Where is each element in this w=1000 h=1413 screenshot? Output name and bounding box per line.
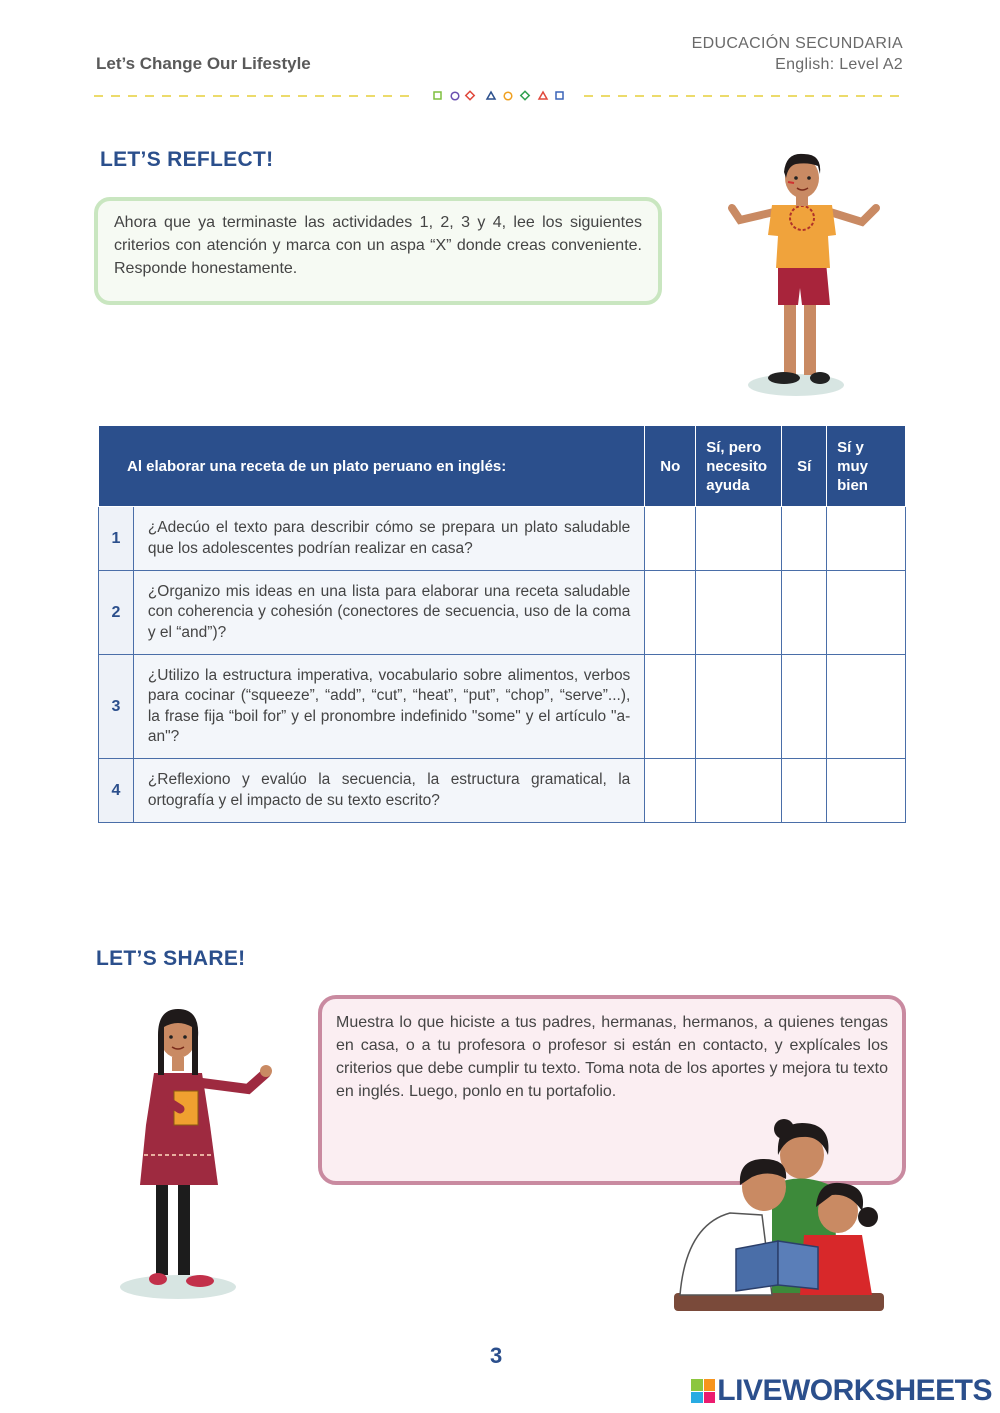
table-header-row bbox=[99, 426, 906, 507]
no-header: No bbox=[645, 426, 696, 507]
page-number: 3 bbox=[490, 1343, 503, 1368]
course-level bbox=[692, 33, 903, 75]
yes-need-help-header: Sí, pero necesito ayuda bbox=[696, 426, 782, 507]
yes-header: Sí bbox=[782, 426, 827, 507]
family-reading-illustration bbox=[672, 1115, 887, 1315]
answer-cell-no[interactable] bbox=[645, 507, 696, 571]
row-number: 4 bbox=[99, 759, 134, 823]
row-number: 3 bbox=[99, 655, 134, 759]
criteria-header: Al elaborar una receta de un plato peruano en inglés: bbox=[99, 426, 645, 507]
girl-illustration bbox=[118, 1005, 283, 1305]
worksheet-title: Let’s Change Our Lifestyle bbox=[96, 54, 311, 73]
header-divider bbox=[94, 88, 906, 104]
answer-cell-yes[interactable] bbox=[782, 571, 827, 655]
reflect-instructions: Ahora que ya terminaste las actividades 1, 2, 3 y 4, lee los siguientes criterios con atención y marca con un aspa “X” donde creas conveniente. Responde honestamente. bbox=[94, 197, 662, 305]
brand-name: LIVEWORKSHEETS bbox=[717, 1374, 992, 1407]
answer-cell-yes[interactable] bbox=[782, 507, 827, 571]
liveworksheets-logo-icon bbox=[691, 1379, 715, 1403]
answer-cell-yes-need-help[interactable] bbox=[696, 655, 782, 759]
table-row bbox=[99, 507, 906, 571]
criterion-text: ¿Organizo mis ideas en una lista para elaborar una receta saludable con coherencia y cohesión (conectores de secuencia, uso de la coma y el “and”)? bbox=[133, 571, 644, 655]
answer-cell-yes-need-help[interactable] bbox=[696, 759, 782, 823]
answer-cell-yes-need-help[interactable] bbox=[696, 507, 782, 571]
education-level: EDUCACIÓN SECUNDARIA bbox=[691, 35, 903, 52]
table-row bbox=[99, 655, 906, 759]
criterion-text: ¿Reflexiono y evalúo la secuencia, la estructura gramatical, la ortografía y el impacto de su texto escrito? bbox=[133, 759, 644, 823]
boy-illustration bbox=[722, 150, 888, 400]
answer-cell-no[interactable] bbox=[645, 571, 696, 655]
answer-cell-yes-need-help[interactable] bbox=[696, 571, 782, 655]
table-row bbox=[99, 759, 906, 823]
criterion-text: ¿Adecúo el texto para describir cómo se prepara un plato saludable que los adolescentes podrían realizar en casa? bbox=[133, 507, 644, 571]
share-title: LET’S SHARE! bbox=[96, 947, 246, 970]
answer-cell-yes-very-well[interactable] bbox=[827, 759, 906, 823]
self-evaluation-table bbox=[98, 425, 906, 823]
row-number: 2 bbox=[99, 571, 134, 655]
yes-very-well-header: Sí y muy bien bbox=[827, 426, 906, 507]
answer-cell-yes[interactable] bbox=[782, 759, 827, 823]
share-instructions: Muestra lo que hiciste a tus padres, hermanas, hermanos, a quienes tengas en casa, o a tu profesora o profesor si están en contacto, y explícales los criterios que debe cumplir tu texto. Toma nota de los aportes y mejora tu texto en inglés. Luego, ponlo en tu portafolio. bbox=[318, 995, 906, 1185]
english-level: English: Level A2 bbox=[775, 56, 903, 73]
criterion-text: ¿Utilizo la estructura imperativa, vocabulario sobre alimentos, verbos para cocinar (“squeeze”, “add”, “cut”, “heat”, “put”, “chop”, “serve”...), la frase fija “boil for” y el pronombre indefinido "some" y el artículo "a-an"? bbox=[133, 655, 644, 759]
liveworksheets-brand bbox=[691, 1374, 992, 1408]
answer-cell-no[interactable] bbox=[645, 655, 696, 759]
answer-cell-no[interactable] bbox=[645, 759, 696, 823]
reflect-title: LET’S REFLECT! bbox=[100, 148, 274, 171]
answer-cell-yes-very-well[interactable] bbox=[827, 571, 906, 655]
row-number: 1 bbox=[99, 507, 134, 571]
table-row bbox=[99, 571, 906, 655]
answer-cell-yes-very-well[interactable] bbox=[827, 655, 906, 759]
answer-cell-yes-very-well[interactable] bbox=[827, 507, 906, 571]
answer-cell-yes[interactable] bbox=[782, 655, 827, 759]
